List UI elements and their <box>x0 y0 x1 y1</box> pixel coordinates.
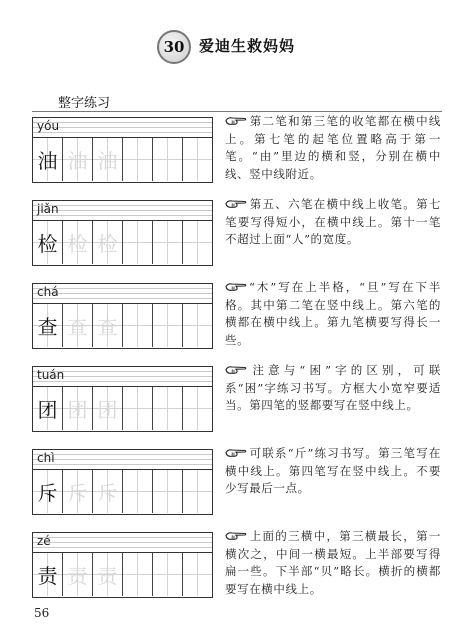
practice-cell[interactable] <box>93 138 123 181</box>
model-cell <box>33 304 63 347</box>
writing-note <box>225 528 441 598</box>
section-title: 整字练习 <box>58 96 111 111</box>
writing-grid <box>32 366 213 432</box>
lesson-number-badge <box>157 30 191 64</box>
pinyin-band <box>33 367 212 387</box>
model-cell <box>33 138 63 181</box>
writing-note <box>225 113 441 183</box>
practice-cell[interactable] <box>63 221 93 264</box>
trace-character: 查 <box>67 315 88 339</box>
practice-cell[interactable] <box>63 387 93 430</box>
practice-cell[interactable] <box>153 470 183 513</box>
writing-note <box>225 196 441 249</box>
model-cell <box>33 553 63 596</box>
practice-cell[interactable] <box>93 470 123 513</box>
lesson-header <box>0 30 460 66</box>
writing-grid <box>32 200 213 266</box>
practice-cell[interactable] <box>153 553 183 596</box>
practice-row <box>32 363 442 434</box>
pointing-hand-icon <box>225 364 247 375</box>
pinyin-label: tuán <box>37 368 65 382</box>
pinyin-band <box>33 533 212 553</box>
practice-cell[interactable] <box>123 138 153 181</box>
model-cell <box>33 387 63 430</box>
model-character: 检 <box>37 232 58 256</box>
writing-grid <box>32 117 213 183</box>
pinyin-band <box>33 118 212 138</box>
pinyin-label: chì <box>37 451 55 465</box>
practice-row <box>32 446 442 517</box>
writing-note-text: 可联系“斤”练习书写。第三笔写在横中线上。第四笔写在竖中线上。不要少写最后一点。 <box>225 446 441 495</box>
model-character: 油 <box>37 149 58 173</box>
practice-cell[interactable] <box>63 553 93 596</box>
practice-cell[interactable] <box>123 221 153 264</box>
writing-note-text: “木”写在上半格，“旦”写在下半格。其中第二笔在竖中线上。第六笔的横都在横中线上。第九笔横要写得长一些。 <box>225 280 441 347</box>
pointing-hand-icon <box>225 198 247 209</box>
writing-grid <box>32 449 213 515</box>
practice-cell[interactable] <box>63 470 93 513</box>
practice-row <box>32 529 442 600</box>
pointing-hand-icon <box>225 447 247 458</box>
practice-cell[interactable] <box>183 304 212 347</box>
pointing-hand-icon <box>225 530 247 541</box>
practice-cell[interactable] <box>93 221 123 264</box>
practice-cell[interactable] <box>183 138 212 181</box>
practice-cell[interactable] <box>183 387 212 430</box>
pinyin-label: zé <box>37 534 51 548</box>
trace-character: 团 <box>97 398 118 422</box>
practice-cell[interactable] <box>123 304 153 347</box>
practice-cell[interactable] <box>153 221 183 264</box>
model-character: 查 <box>37 315 58 339</box>
practice-cell[interactable] <box>63 304 93 347</box>
practice-cell[interactable] <box>123 470 153 513</box>
pinyin-label: chá <box>37 285 59 299</box>
practice-row <box>32 197 442 268</box>
page-number: 56 <box>34 606 50 620</box>
writing-note-text: 上面的三横中，第三横最长，第一横次之，中间一横最短。上半部要写得扁一些。下半部“贝”略长。横折的横都要写在横中线上。 <box>225 529 441 596</box>
pointing-hand-icon <box>225 281 247 292</box>
pinyin-band <box>33 284 212 304</box>
trace-character: 责 <box>67 564 88 588</box>
trace-character: 油 <box>97 149 118 173</box>
section-divider <box>32 111 442 112</box>
writing-note <box>225 445 441 498</box>
practice-row <box>32 114 442 185</box>
practice-cell[interactable] <box>153 304 183 347</box>
writing-note-text: 注意与“困”字的区别，可联系“困”字练习书写。方框大小宽窄要适当。第四笔的竖都要写在竖中线上。 <box>225 363 441 412</box>
practice-cell[interactable] <box>93 304 123 347</box>
model-cell <box>33 221 63 264</box>
trace-character: 检 <box>67 232 88 256</box>
trace-character: 油 <box>67 149 88 173</box>
pinyin-band <box>33 201 212 221</box>
practice-cell[interactable] <box>63 138 93 181</box>
practice-cell[interactable] <box>123 387 153 430</box>
writing-note-text: 第二笔和第三笔的收笔都在横中线上。第七笔的起笔位置略高于第一笔。“由”里边的横和竖，分别在横中线、竖中线附近。 <box>225 114 441 181</box>
writing-grid <box>32 532 213 598</box>
model-character: 团 <box>37 398 58 422</box>
practice-cell[interactable] <box>153 138 183 181</box>
practice-cell[interactable] <box>183 553 212 596</box>
trace-character: 斥 <box>67 481 88 505</box>
practice-row <box>32 280 442 351</box>
trace-character: 查 <box>97 315 118 339</box>
writing-note <box>225 362 441 415</box>
practice-cell[interactable] <box>183 470 212 513</box>
trace-character: 团 <box>67 398 88 422</box>
model-character: 斥 <box>37 481 58 505</box>
lesson-title: 爱迪生救妈妈 <box>199 37 296 55</box>
practice-cell[interactable] <box>153 387 183 430</box>
pinyin-band <box>33 450 212 470</box>
trace-character: 责 <box>97 564 118 588</box>
practice-cell[interactable] <box>123 553 153 596</box>
practice-cell[interactable] <box>93 553 123 596</box>
model-character: 责 <box>37 564 58 588</box>
pointing-hand-icon <box>225 115 247 126</box>
writing-note <box>225 279 441 349</box>
trace-character: 检 <box>97 232 118 256</box>
pinyin-label: yóu <box>37 119 60 133</box>
lesson-number: 30 <box>163 38 185 56</box>
writing-grid <box>32 283 213 349</box>
trace-character: 斥 <box>97 481 118 505</box>
pinyin-label: jiǎn <box>37 202 59 216</box>
model-cell <box>33 470 63 513</box>
writing-note-text: 第五、六笔在横中线上收笔。第七笔要写得短小，在横中线上。第十一笔不超过上面“人”的宽度。 <box>225 197 441 246</box>
practice-cell[interactable] <box>183 221 212 264</box>
practice-cell[interactable] <box>93 387 123 430</box>
